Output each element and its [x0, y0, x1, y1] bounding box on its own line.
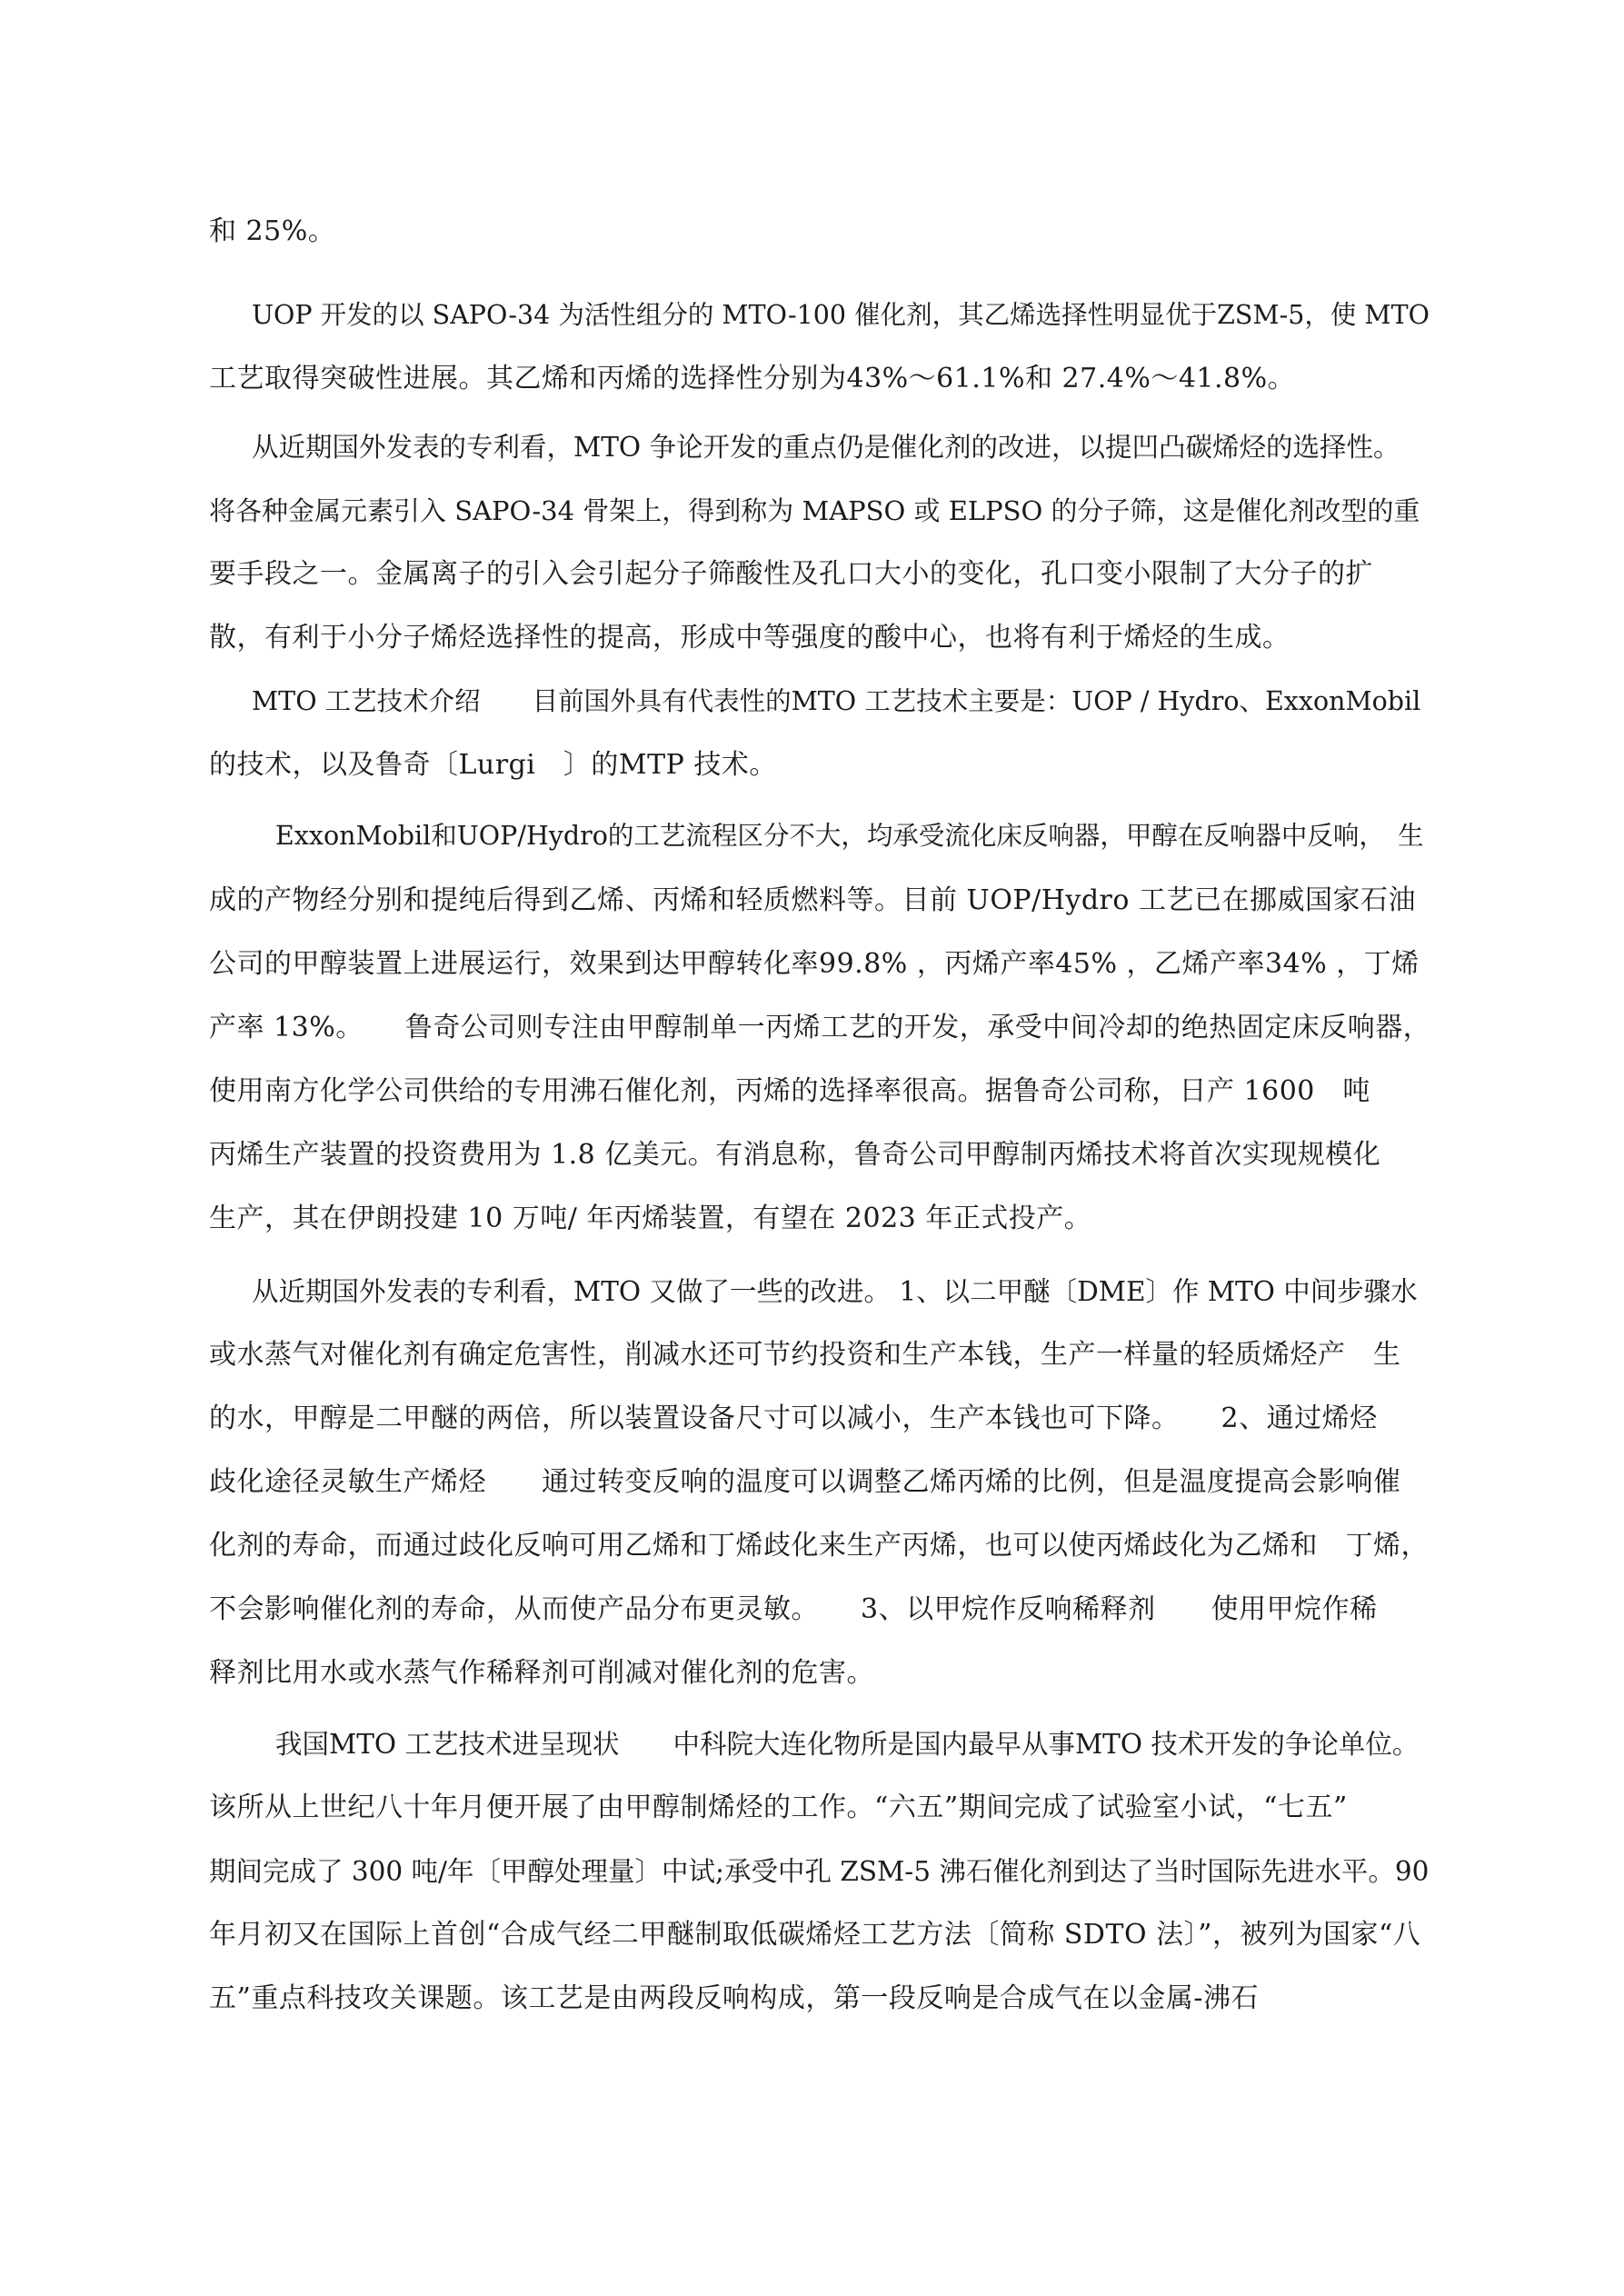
text-line: 或水蒸气对催化剂有确定危害性，削减水还可节约投资和生产本钱，生产一样量的轻质烯烃产 生	[209, 1339, 1401, 1371]
text-line: 生产，其在伊朗投建 10 万吨/ 年丙烯装置，有望在 2023 年正式投产。	[209, 1203, 1092, 1234]
text-line: 从近期国外发表的专利看，MTO 又做了一些的改进。 1、以二甲醚〔DME〕作 MTO 中间步骤水	[252, 1276, 1418, 1307]
text-line: 年月初又在国际上首创“合成气经二甲醚制取低碳烯烃工艺方法〔简称 SDTO 法〕”，被列为国家“八	[209, 1919, 1421, 1951]
text-line: 的技术，以及鲁奇〔Lurgi 〕的MTP 技术。	[209, 749, 777, 781]
text-line: 不会影响催化剂的寿命，从而使产品分布更灵敏。 3、以甲烷作反响稀释剂 使用甲烷作稀	[209, 1593, 1378, 1625]
text-line: 产率 13%。 鲁奇公司则专注由甲醇制单一丙烯工艺的开发，承受中间冷却的绝热固定床反响器，	[209, 1012, 1431, 1043]
text-line: 使用南方化学公司供给的专用沸石催化剂，丙烯的选择率很高。据鲁奇公司称，日产 1600 吨	[209, 1075, 1370, 1107]
text-line: 化剂的寿命，而通过歧化反响可用乙烯和丁烯歧化来生产丙烯，也可以使丙烯歧化为乙烯和 丁烯，	[209, 1530, 1429, 1562]
text-line: 该所从上世纪八十年月便开展了由甲醇制烯烃的工作。“六五”期间完成了试验室小试，“七五”	[209, 1792, 1348, 1823]
text-line: 从近期国外发表的专利看，MTO 争论开发的重点仍是催化剂的改进，以提凹凸碳烯烃的选择性。	[252, 432, 1400, 463]
text-line: 公司的甲醇装置上进展运行，效果到达甲醇转化率99.8% ，丙烯产率45% ，乙烯产率34% ，丁烯	[209, 948, 1420, 980]
text-line: ExxonMobil和UOP/Hydro的工艺流程区分不大，均承受流化床反响器，甲醇在反响器中反响， 生	[275, 821, 1424, 851]
text-line: 释剂比用水或水蒸气作稀释剂可削减对催化剂的危害。	[209, 1657, 874, 1689]
text-line: MTO 工艺技术介绍 目前国外具有代表性的MTO 工艺技术主要是：UOP / Hydro、ExxonMobil	[252, 686, 1421, 716]
text-line: 成的产物经分别和提纯后得到乙烯、丙烯和轻质燃料等。目前 UOP/Hydro 工艺已在挪威国家石油	[209, 884, 1416, 916]
text-line: UOP 开发的以 SAPO-34 为活性组分的 MTO-100 催化剂，其乙烯选择性明显优于ZSM-5，使 MTO	[252, 300, 1430, 330]
text-line: 丙烯生产装置的投资费用为 1.8 亿美元。有消息称，鲁奇公司甲醇制丙烯技术将首次实现规模化	[209, 1139, 1381, 1171]
text-line: 五”重点科技攻关课题。该工艺是由两段反响构成，第一段反响是合成气在以金属-沸石	[209, 1982, 1259, 2014]
text-line: 散，有利于小分子烯烃选择性的提高，形成中等强度的酸中心，也将有利于烯烃的生成。	[209, 622, 1290, 654]
text-line: 歧化途径灵敏生产烯烃 通过转变反响的温度可以调整乙烯丙烯的比例，但是温度提高会影响催	[209, 1466, 1401, 1498]
text-line: 期间完成了 300 吨/年〔甲醇处理量〕中试;承受中孔 ZSM-5 沸石催化剂到达了当时国际先进水平。90	[209, 1856, 1430, 1887]
text-line: 的水，甲醇是二甲醚的两倍，所以装置设备尺寸可以减小，生产本钱也可下降。 2、通过烯烃	[209, 1403, 1378, 1434]
text-line: 工艺取得突破性进展。其乙烯和丙烯的选择性分别为43%～61.1%和 27.4%～41.8%。	[209, 363, 1296, 394]
text-line: 我国MTO 工艺技术进呈现状 中科院大连化物所是国内最早从事MTO 技术开发的争论单位。	[275, 1729, 1420, 1760]
text-line: 将各种金属元素引入 SAPO-34 骨架上，得到称为 MAPSO 或 ELPSO 的分子筛，这是催化剂改型的重	[209, 495, 1420, 526]
text-line: 要手段之一。金属离子的引入会引起分子筛酸性及孔口大小的变化，孔口变小限制了大分子的扩	[209, 558, 1373, 590]
text-line: 和 25%。	[209, 215, 336, 247]
